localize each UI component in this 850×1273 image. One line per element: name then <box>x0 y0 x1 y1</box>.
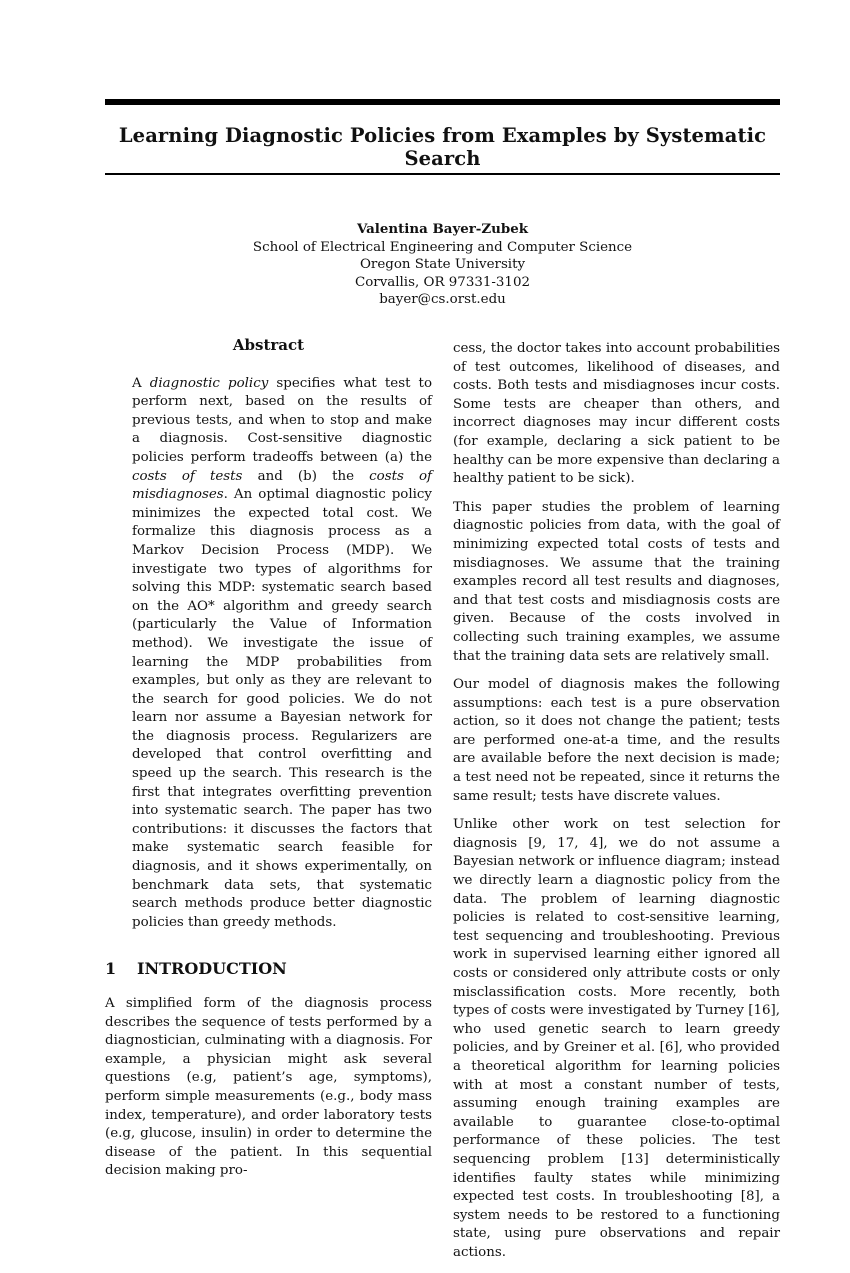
abstract-text-3: and (b) the <box>242 468 370 484</box>
abstract-text-1: A <box>132 375 150 391</box>
author-email: bayer@cs.orst.edu <box>379 292 506 307</box>
abstract-heading: Abstract <box>232 336 305 354</box>
abstract-emphasis-costs-of-tests: costs of tests <box>132 468 243 484</box>
title-top-rule <box>105 99 780 105</box>
abstract-emphasis-diagnostic-policy: diagnostic policy <box>149 375 269 391</box>
right-paragraph-4: Unlike other work on test selection for diagnosis [9, 17, 4], we do not assume a Bayesian network or influence diagram; instead we directly learn a diagnostic policy from the data. The problem of learning diagnostic policies is related to cost-sensitive learning, test sequencing and troubleshooting. Previous work in supervised learning either ignored all costs or considered only attribute costs or only misclassification costs. More recently, both types of costs were investigated by Turney [16], who used genetic search to learn greedy policies, and by Greiner et al. [6], who provided a theoretical algorithm for learning policies with at most a constant number of tests, assuming enough training examples are available to guarantee close-to-optimal performance of these policies. The test sequencing problem [13] deterministically identifies faulty states while minimizing expected test costs. In troubleshooting [8], a system needs to be restored to a functioning state, using pure observations and repair actions. <box>453 817 780 1260</box>
right-column <box>453 340 780 1273</box>
left-column <box>105 336 432 1191</box>
paper-title: Learning Diagnostic Policies from Examples by Systematic Search <box>118 124 767 170</box>
title-bottom-rule <box>105 173 780 175</box>
author-block <box>105 221 780 309</box>
abstract-text-2: specifies what test to perform next, based on the results of previous tests, and when to stop and make a diagnosis. Cost-sensitive diagnostic policies perform tradeoffs between (a) the <box>132 375 433 465</box>
right-paragraph-3: Our model of diagnosis makes the following assumptions: each test is a pure observation action, so it does not change the patient; tests are performed one-at-a time, and the results are available before the next decision is made; a test need not be repeated, since it returns the same result; tests have discrete values. <box>453 677 780 804</box>
right-paragraph-1: cess, the doctor takes into account probabilities of test outcomes, likelihood of diseases, and costs. Both tests and misdiagnoses incur costs. Some tests are cheaper than others, and incorrect diagnoses may incur different costs (for example, declaring a sick patient to be healthy can be more expensive than declaring a healthy patient to be sick). <box>453 341 780 487</box>
intro-paragraph-1: A simplified form of the diagnosis process describes the sequence of tests performed by a diagnostician, culminating with a diagnosis. For example, a physician might ask several questions (e.g, patient’s age, symptoms), perform simple measurements (e.g., body mass index, temperature), and order laboratory tests (e.g, glucose, insulin) in order to determine the disease of the patient. In this sequential decision making pro- <box>105 996 432 1179</box>
section-number: 1 <box>105 959 117 979</box>
author-affiliation-school: School of Electrical Engineering and Computer Science <box>252 239 633 255</box>
author-affiliation-university: Oregon State University <box>359 257 526 272</box>
right-paragraph-2: This paper studies the problem of learning diagnostic policies from data, with the goal of minimizing expected total costs of tests and misdiagnoses. We assume that the training examples record all test results and diagnoses, and that test costs and misdiagnosis costs are given. Because of the costs involved in collecting such training examples, we assume that the training data sets are relatively small. <box>453 499 780 664</box>
abstract-emphasis-costs-of-misdiagnoses: costs of misdiagnoses <box>132 468 433 503</box>
abstract-body <box>132 375 432 933</box>
section-title: INTRODUCTION <box>137 959 287 979</box>
author-name: Valentina Bayer-Zubek <box>356 221 529 237</box>
author-address: Corvallis, OR 97331-3102 <box>354 274 530 290</box>
section-heading-introduction <box>105 960 432 979</box>
abstract-text-4: . An optimal diagnostic policy minimizes the expected total cost. We formalize this diagnosis process as a Markov Decision Process (MDP). We investigate two types of algorithms for solving this MDP: systematic search based on the AO* algorithm and greedy search (particularly the Value of Information method). We investigate the issue of learning the MDP probabilities from examples, but only as they are relevant to the search for good policies. We do not learn nor assume a Bayesian network for the diagnosis process. Regularizers are developed that control overfitting and speed up the search. This research is the first that integrates overfitting prevention into systematic search. The paper has two contributions: it discusses the factors that make systematic search feasible for diagnosis, and it shows experimentally, on benchmark data sets, that systematic search methods produce better diagnostic policies than greedy methods. <box>132 487 432 930</box>
